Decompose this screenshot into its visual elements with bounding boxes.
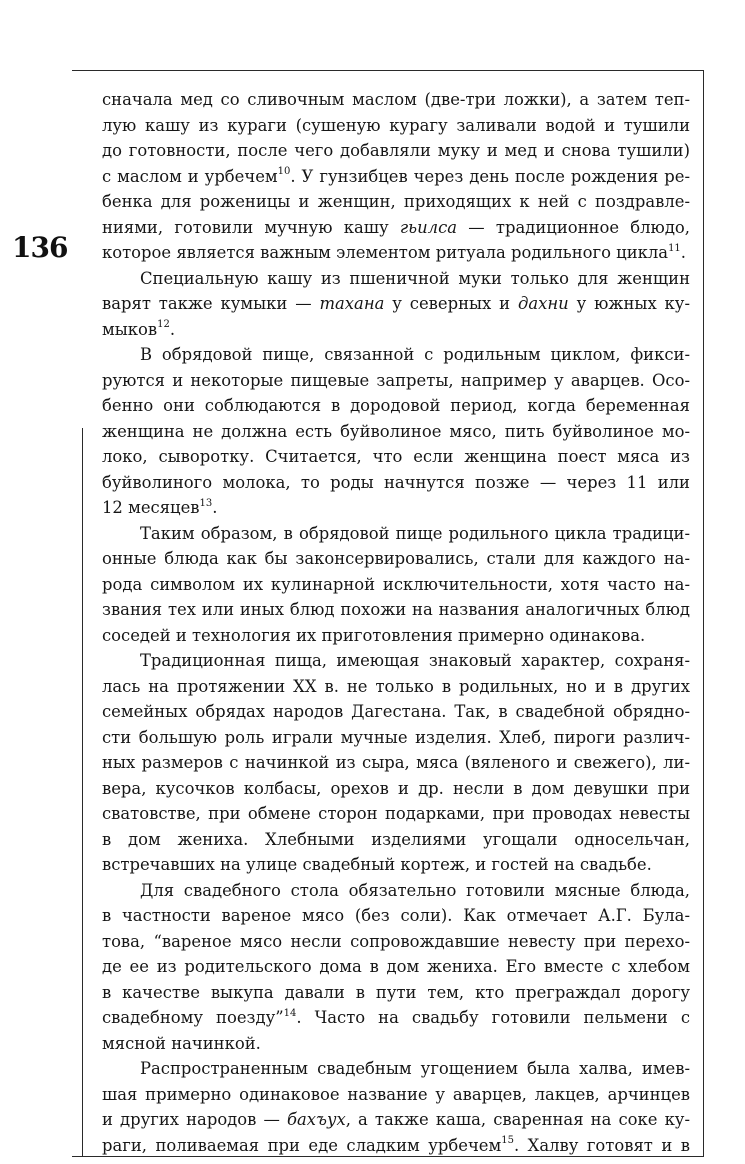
text-line: рода символом их кулинарной исключительности, хотя часто на- — [102, 574, 690, 594]
text-line: лась на протяжении XX в. не только в родильных, но и в других — [102, 676, 690, 696]
text-line: лую кашу из кураги (сушеную курагу заливали водой и тушили — [102, 115, 690, 135]
text-line: буйволиного молока, то роды начнутся позже — через 11 или — [102, 472, 690, 492]
text-line: с маслом и урбечем$^{10}$. У гунзибцев через день после рождения ре- — [102, 166, 690, 186]
frame-right-rule — [703, 70, 704, 1157]
text-line: де ее из родительского дома в дом жениха. Его вместе с хлебом — [102, 957, 690, 976]
text-line: руются и некоторые пищевые запреты, например у аварцев. Осо- — [102, 370, 690, 390]
frame-left-rule — [82, 428, 83, 1157]
text-line: Для свадебного стола обязательно готовили мясные блюда, — [140, 880, 690, 900]
text-line: онные блюда как бы законсервировались, стали для каждого на- — [102, 549, 690, 568]
text-line: бенка для роженицы и женщин, приходящих к ней с поздравле- — [102, 192, 690, 211]
text-line: которое является важным элементом ритуала родильного цикла$^{11}$. — [102, 242, 687, 262]
text-line: до готовности, после чего добавляли муку и мед и снова тушили) — [102, 141, 690, 160]
text-line: в качестве выкупа давали в пути тем, кто преграждал дорогу — [102, 982, 690, 1002]
text-line: свадебному поезду”$^{14}$. Часто на свадьбу готовили пельмени с — [102, 1007, 690, 1027]
text-line: в частности вареное мясо (без соли). Как отмечает А.Г. Була- — [102, 906, 690, 925]
text-line: 12 месяцев$^{13}$. — [102, 497, 218, 517]
page-number: 136 — [12, 231, 68, 264]
body-text — [102, 87, 690, 1158]
text-line: мыков$^{12}$. — [102, 319, 176, 339]
text-line: в дом жениха. Хлебными изделиями угощали односельчан, — [102, 829, 690, 849]
text-line: мясной начинкой. — [102, 1033, 261, 1053]
text-line: това, “вареное мясо несли сопровождавшие невесту при перехо- — [102, 931, 690, 951]
text-line: варят также кумыки — тахана у северных и дахни у южных ку- — [102, 294, 690, 313]
text-line: сначала мед со сливочным маслом (две-три ложки), а затем теп- — [102, 90, 690, 109]
text-line: Таким образом, в обрядовой пище родильного цикла традици- — [140, 523, 690, 543]
text-line: вера, кусочков колбасы, орехов и др. несли в дом девушки при — [102, 778, 690, 798]
text-line: женщина не должна есть буйволиное мясо, пить буйволиное мо- — [102, 421, 690, 441]
text-line: раги, поливаемая при еде сладким урбечем$^{15}$. Халву готовят и в — [102, 1135, 690, 1155]
text-line: Распространенным свадебным угощением была халва, имев- — [140, 1059, 690, 1078]
text-line: Специальную кашу из пшеничной муки только для женщин — [140, 268, 690, 288]
text-line: бенно они соблюдаются в дородовой период, когда беременная — [102, 396, 690, 415]
text-line: сватовстве, при обмене сторон подарками, при проводах невесты — [102, 804, 690, 823]
text-line: встречавших на улице свадебный кортеж, и гостей на свадьбе. — [102, 855, 652, 874]
text-line: шая примерно одинаковое название у аварцев, лакцев, арчинцев — [102, 1084, 690, 1104]
text-line: локо, сыворотку. Считается, что если женщина поест мяса из — [102, 447, 690, 466]
text-line: семейных обрядах народов Дагестана. Так, в свадебной обрядно- — [102, 702, 690, 721]
text-line: и других народов — бахъух, а также каша, сваренная на соке ку- — [102, 1110, 690, 1129]
text-line: Традиционная пища, имеющая знаковый характер, сохраня- — [140, 651, 690, 670]
text-line: звания тех или иных блюд похожи на названия аналогичных блюд — [102, 600, 690, 619]
text-line: соседей и технология их приготовления примерно одинакова. — [102, 625, 646, 645]
text-line: В обрядовой пище, связанной с родильным циклом, фикси- — [140, 345, 690, 364]
text-line: сти большую роль играли мучные изделия. Хлеб, пироги различ- — [102, 727, 690, 747]
text-line: ниями, готовили мучную кашу гьилса — традиционное блюдо, — [102, 217, 690, 237]
frame-top-rule — [72, 70, 704, 71]
text-line: ных размеров с начинкой из сыра, мяса (вяленого и свежего), ли- — [102, 753, 690, 772]
